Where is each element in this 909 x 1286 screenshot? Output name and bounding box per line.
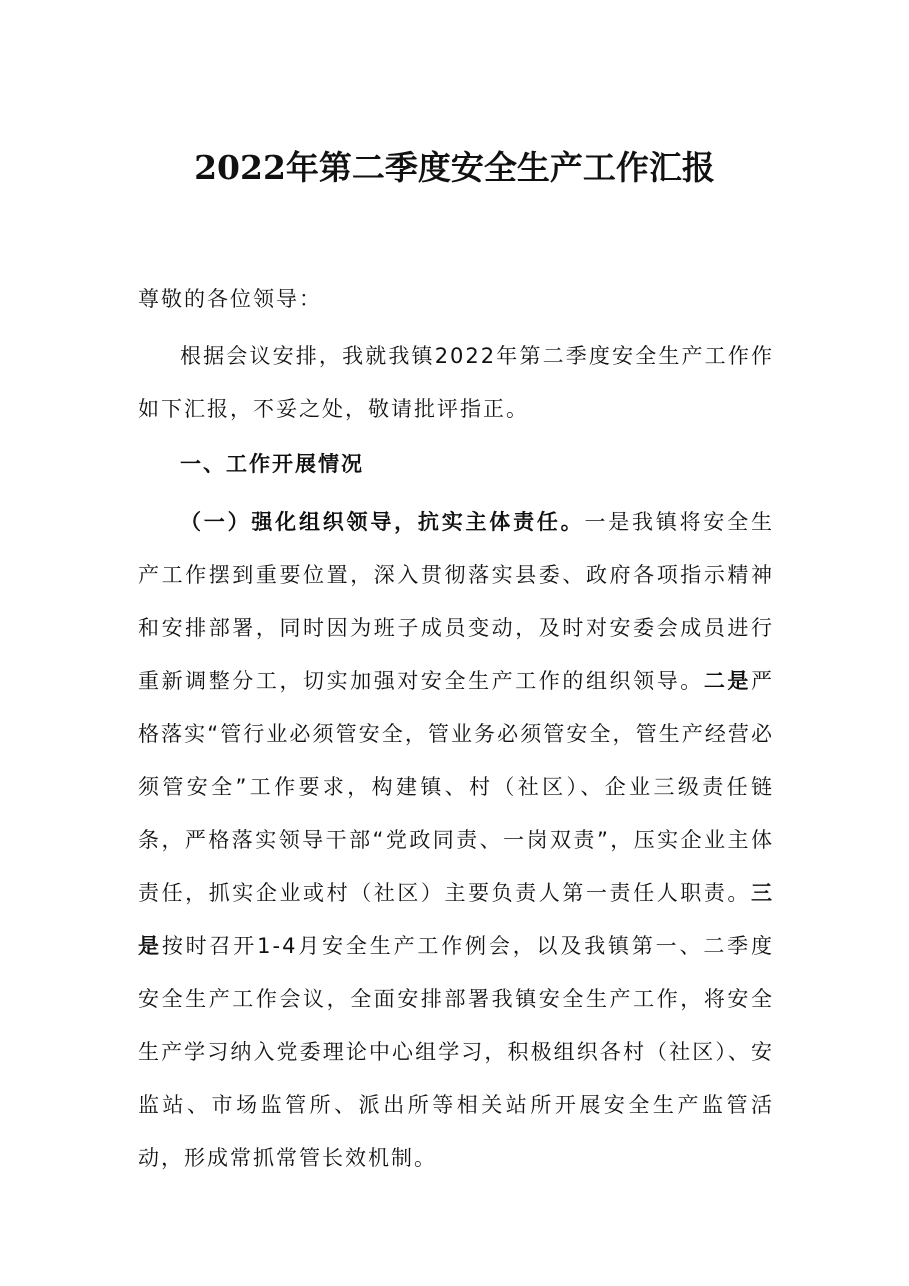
document-title: 2022年第二季度安全生产工作汇报 xyxy=(194,148,715,187)
paragraph-1-marker-2: 二是 xyxy=(703,669,752,693)
paragraph-1-part-3: 按时召开1-4月安全生产工作例会，以及我镇第一、二季度安全生产工作会议，全面安排部署我镇安全生产工作，将安全生产学习纳入党委理论中心组学习，积极组织各村（社区）、安监站、市场监管所、派出所等相关站所开展安全生产监管活动，形成常抓常管长效机制。 xyxy=(138,934,774,1170)
salutation: 尊敬的各位领导： xyxy=(138,287,322,311)
paragraph-1-part-2: 严格落实“管行业必须管安全，管业务必须管安全，管生产经营必须管安全”工作要求，构建镇、村（社区）、企业三级责任链条，严格落实领导干部“党政同责、一岗双责”，压实企业主体责任，抓实企业或村（社区）主要负责人第一责任人职责。 xyxy=(138,669,775,905)
paragraph-1-marker-3: 三是 xyxy=(138,881,774,958)
section-heading: 一、工作开展情况 xyxy=(180,452,364,476)
paragraph-1-heading: （一）强化组织领导，抗实主体责任。 xyxy=(180,510,585,534)
paragraph-1-part-1: 一是我镇将安全生产工作摆到重要位置，深入贯彻落实县委、政府各项指示精神和安排部署，同时因为班子成员变动，及时对安委会成员进行重新调整分工，切实加强对安全生产工作的组织领导。 xyxy=(138,510,775,693)
paragraph-1 xyxy=(138,496,774,1185)
intro-paragraph: 根据会议安排，我就我镇2022年第二季度安全生产工作作如下汇报，不妥之处，敬请批评指正。 xyxy=(138,344,774,421)
